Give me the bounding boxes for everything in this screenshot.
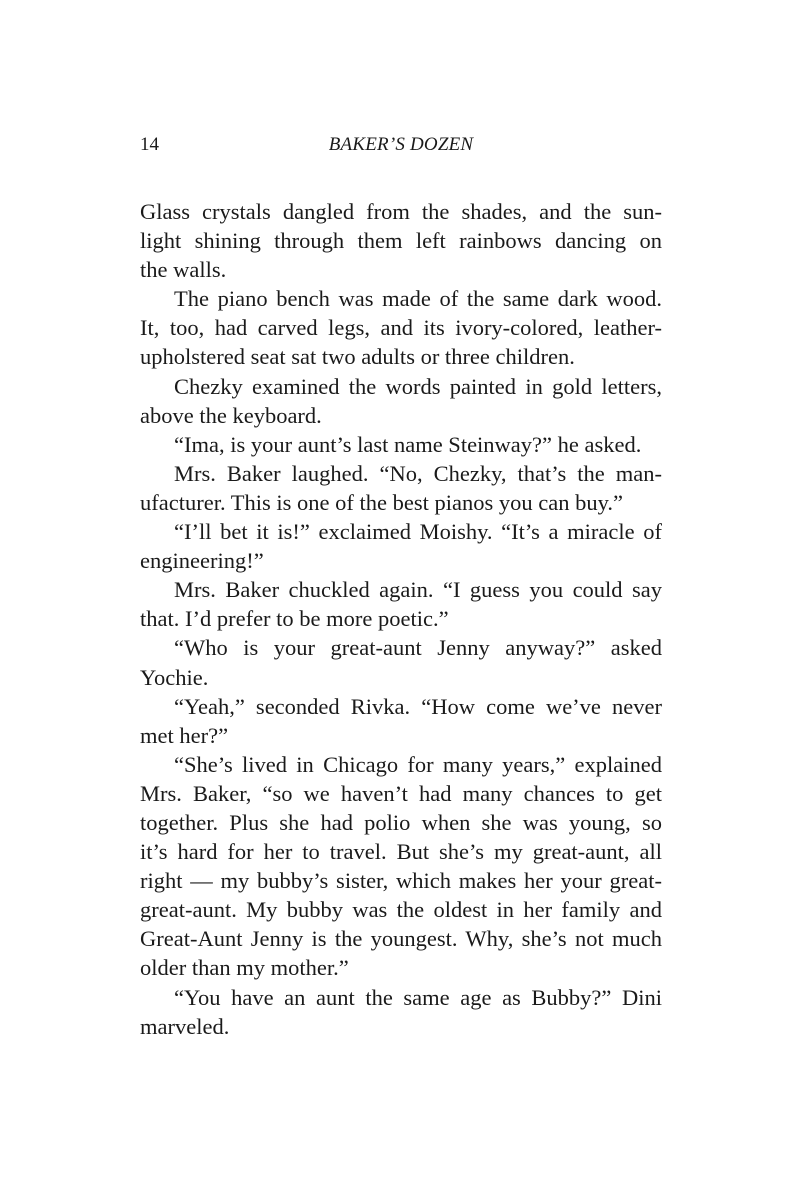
text-line: “You have an aunt the same age as Bubby?” Dini [174, 984, 662, 1010]
text-line: Yochie. [140, 664, 209, 690]
text-line: upholstered seat sat two adults or three children. [140, 344, 575, 370]
text-line: the walls. [140, 257, 227, 283]
book-title: BAKER’S DOZEN [328, 134, 474, 155]
text-line: met her?” [140, 722, 229, 748]
text-line: Glass crystals dangled from the shades, and the sun- [140, 199, 662, 224]
text-line: Great-Aunt Jenny is the youngest. Why, she’s not much [140, 926, 662, 952]
text-line: together. Plus she had polio when she was young, so [140, 809, 662, 835]
text-line: Mrs. Baker chuckled again. “I guess you could say [174, 577, 662, 603]
text-line: great-aunt. My bubby was the oldest in her family and [140, 897, 662, 923]
page-number: 14 [140, 134, 159, 155]
text-line: The piano bench was made of the same dark wood. [174, 286, 662, 312]
running-head [140, 130, 662, 160]
text-line: it’s hard for her to travel. But she’s my great-aunt, all [140, 839, 662, 865]
text-line: “I’ll bet it is!” exclaimed Moishy. “It’s a miracle of [174, 519, 662, 545]
body-text [140, 197, 662, 1041]
text-line: “She’s lived in Chicago for many years,” explained [174, 751, 662, 777]
text-line: Chezky examined the words painted in gold letters, [174, 373, 662, 399]
text-line: older than my mother.” [140, 955, 349, 981]
text-line: that. I’d prefer to be more poetic.” [140, 606, 449, 632]
text-line: engineering!” [140, 548, 264, 574]
text-line: marveled. [140, 1013, 230, 1039]
text-line: light shining through them left rainbows dancing on [140, 228, 662, 254]
text-line: It, too, had carved legs, and its ivory-colored, leather- [140, 315, 662, 341]
text-line: “Yeah,” seconded Rivka. “How come we’ve never [174, 693, 662, 719]
text-line: above the keyboard. [140, 402, 322, 428]
text-line: ufacturer. This is one of the best pianos you can buy.” [140, 489, 624, 515]
text-line: right — my bubby’s sister, which makes her your great- [140, 868, 662, 894]
text-line: Mrs. Baker laughed. “No, Chezky, that’s the man- [174, 460, 662, 486]
text-line: Mrs. Baker, “so we haven’t had many chances to get [140, 780, 662, 806]
text-line: “Ima, is your aunt’s last name Steinway?” he asked. [174, 431, 642, 457]
text-line: “Who is your great-aunt Jenny anyway?” asked [174, 635, 662, 661]
